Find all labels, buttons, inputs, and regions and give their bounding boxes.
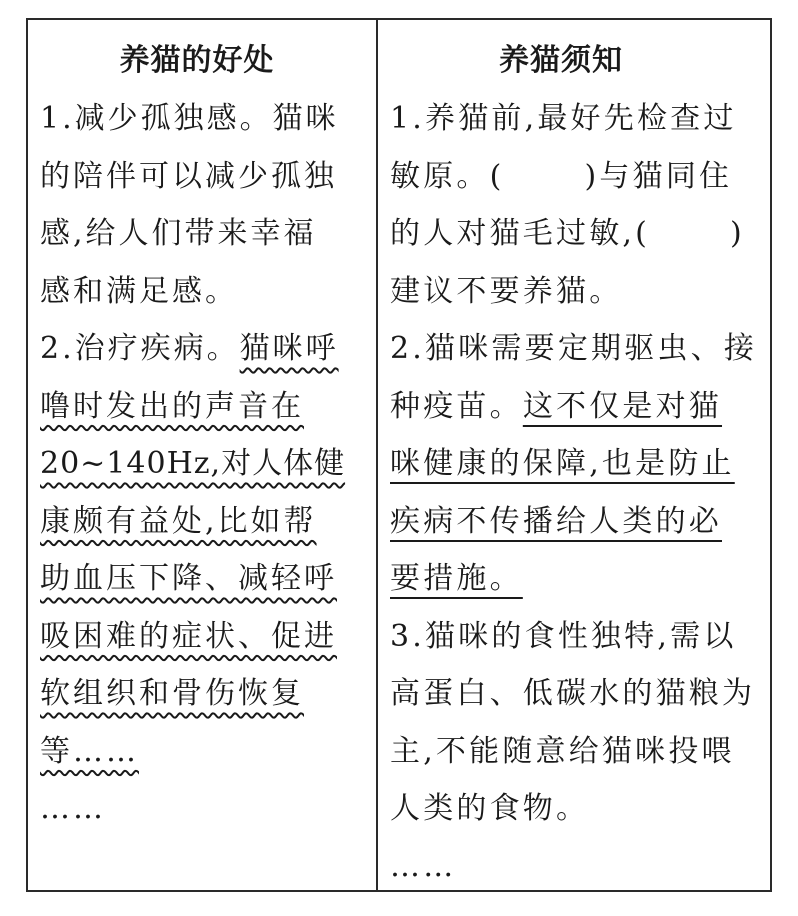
text-line: 3.猫咪的食性独特,需以 [390,618,737,654]
underlined-text: 这不仅是对猫 [522,388,723,424]
text-line [40,493,364,551]
notes-title: 养猫须知 [499,43,623,78]
notes-text [390,90,766,895]
underlined-text: 要措施。 [390,561,523,596]
text-line: 1.减少孤独感。猫咪 [40,101,339,136]
wavy-underlined-text: 软组织和骨伤恢复 [40,676,304,711]
text-line: 感,给人们带来幸福 [40,216,317,251]
notes-column [390,18,766,895]
wavy-underlined-text: 20~140Hz,对人体健 [40,446,346,481]
wavy-underlined-text: 等…… [40,733,139,769]
wavy-underlined-text: 吸困难的症状、促进 [40,618,337,654]
benefits-column [40,18,364,838]
wavy-underlined-text: 猫咪呼 [239,331,339,366]
text-line: 建议不要养猫。 [390,273,623,309]
text-line: 的陪伴可以减少孤独 [40,158,337,194]
text-line: 2.治疗疾病。猫咪呼 [40,331,339,366]
text-line: 高蛋白、低碳水的猫粮为 [390,676,756,711]
wavy-underlined-text: 助血压下降、减轻呼 [40,561,337,596]
text-line: 种疫苗。这不仅是对猫 [390,388,723,424]
ellipsis-line: …… [390,848,457,884]
text-line: 敏原。( )与猫同住 [390,158,733,194]
text-line [40,378,364,436]
wavy-underlined-text: 噜时发出的声音在 [40,388,304,424]
text-line [40,435,364,493]
text-line: 1.养猫前,最好先检查过 [390,101,737,136]
text-line [390,550,766,608]
underlined-text: 咪健康的保障,也是防止 [390,446,735,481]
column-divider [376,18,378,892]
text-line: 人类的食物。 [390,791,590,826]
benefits-title: 养猫的好处 [119,43,275,78]
wavy-underlined-text: 康颇有益处,比如帮 [40,503,317,539]
text-line [40,550,364,608]
text-line: 感和满足感。 [40,273,238,309]
benefits-text [40,90,364,838]
text-line [40,723,364,781]
text-line: 主,不能随意给猫咪投喂 [390,733,735,769]
text-line: 的人对猫毛过敏,( ) [390,216,745,251]
text-line [390,493,766,551]
underlined-text: 疾病不传播给人类的必 [390,503,722,539]
text-line [40,665,364,723]
text-line [390,435,766,493]
text-line: 2.猫咪需要定期驱虫、接 [390,331,758,366]
ellipsis-line: …… [40,791,106,826]
text-line [40,608,364,666]
